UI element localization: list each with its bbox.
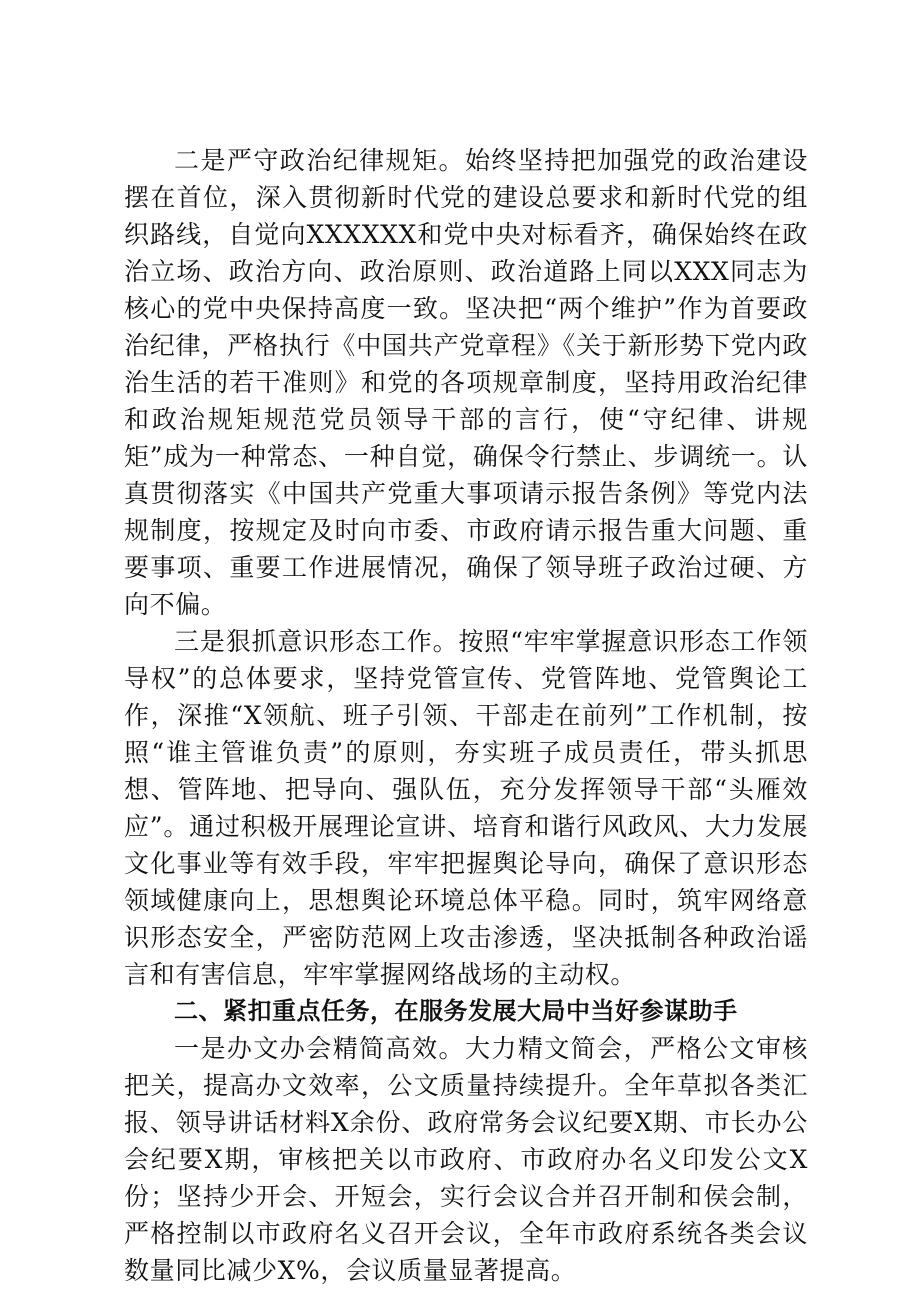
document-body <box>124 142 808 1289</box>
paragraph-document-meeting-efficiency: 一是办文办会精简高效。大力精文简会，严格公文审核把关，提高办文效率，公文质量持续提升。全年草拟各类汇报、领导讲话材料X余份、政府常务会议纪要X期、市长办公会纪要X期，审核把关以市政府、市政府办名义印发公文X份；坚持少开会、开短会，实行会议合并召开制和侯会制，严格控制以市政府名义召开会议，全年市政府系统各类会议数量同比减少X%，会议质量显著提高。 <box>124 1034 808 1285</box>
section-heading: 二、紧扣重点任务，在服务发展大局中当好参谋助手 <box>174 997 738 1025</box>
paragraph-political-discipline: 二是严守政治纪律规矩。始终坚持把加强党的政治建设摆在首位，深入贯彻新时代党的建设总要求和新时代党的组织路线，自觉向XXXXXX和党中央对标看齐，确保始终在政治立场、政治方向、政治原则、政治道路上同以XXX同志为核心的党中央保持高度一致。坚决把“两个维护”作为首要政治纪律，严格执行《中国共产党章程》《关于新形势下党内政治生活的若干准则》和党的各项规章制度，坚持用政治纪律和政治规矩规范党员领导干部的言行，使“守纪律、讲规矩”成为一种常态、一种自觉，确保令行禁止、步调统一。认真贯彻落实《中国共产党重大事项请示报告条例》等党内法规制度，按规定及时向市委、市政府请示报告重大问题、重要事项、重要工作进展情况，确保了领导班子政治过硬、方向不偏。 <box>124 146 808 619</box>
paragraph-ideology-work: 三是狠抓意识形态工作。按照“牢牢掌握意识形态工作领导权”的总体要求，坚持党管宣传、党管阵地、党管舆论工作，深推“X领航、班子引领、干部走在前列”工作机制，按照“谁主管谁负责”的原则，夯实班子成员责任，带头抓思想、管阵地、把导向、强队伍，充分发挥领导干部“头雁效应”。通过积极开展理论宣讲、培育和谐行风政风、大力发展文化事业等有效手段，牢牢把握舆论导向，确保了意识形态领域健康向上，思想舆论环境总体平稳。同时，筑牢网络意识形态安全，严密防范网上攻击渗透，坚决抵制各种政治谣言和有害信息，牢牢掌握网络战场的主动权。 <box>124 627 808 989</box>
